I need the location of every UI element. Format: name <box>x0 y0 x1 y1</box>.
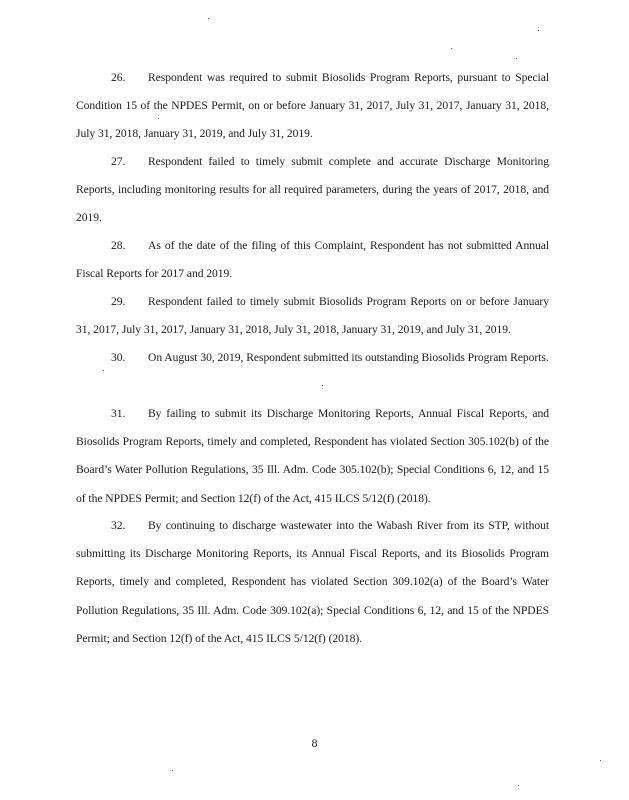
paragraph-32 <box>76 512 549 653</box>
paragraph-number: 29. <box>111 295 126 308</box>
paragraph-number: 30. <box>111 351 126 364</box>
paragraph-27 <box>76 148 549 233</box>
paragraph-29 <box>76 288 549 344</box>
scan-speck <box>516 58 517 59</box>
paragraph-text: Respondent was required to submit Biosolids Program Reports, pursuant to Special Condition 15 of the NPDES Permit, on or before January 31, 2017, July 31, 2017, January 31, 2018, July 31, 2018, January 31, 2019, and July 31, 2019. <box>76 71 549 141</box>
page-number: 8 <box>311 736 318 750</box>
paragraph-30 <box>76 344 549 372</box>
scan-speck <box>103 370 104 371</box>
paragraph-text: By failing to submit its Discharge Monitoring Reports, Annual Fiscal Reports, and Biosolids Program Reports, timely and completed, Respondent has violated Section 305.102(b) of the Board’s Water Pollution Regulations, 35 Ill. Adm. Code 305.102(b); Special Conditions 6, 12, and 15 of the NPDES Permit; and Section 12(f) of the Act, 415 ILCS 5/12(f) (2018). <box>76 407 549 505</box>
scan-speck <box>538 30 539 31</box>
paragraph-31 <box>76 400 549 513</box>
paragraph-text: Respondent failed to timely submit complete and accurate Discharge Monitoring Reports, including monitoring results for all required parameters, during the years of 2017, 2018, and 2019. <box>76 155 549 225</box>
paragraph-number: 32. <box>111 519 126 532</box>
paragraph-number: 31. <box>111 407 126 420</box>
scan-speck <box>208 18 209 19</box>
paragraph-text: Respondent failed to timely submit Biosolids Program Reports on or before January 31, 2017, July 31, 2017, January 31, 2018, July 31, 2018, January 31, 2019, and July 31, 2019. <box>76 295 549 337</box>
paragraph-text: By continuing to discharge wastewater into the Wabash River from its STP, without submitting its Discharge Monitoring Reports, its Annual Fiscal Reports, and its Biosolids Program Reports, timely and completed, Respondent has violated Section 309.102(a) of the Board’s Water Pollution Regulations, 35 Ill. Adm. Code 309.102(a); Special Conditions 6, 12, and 15 of the NPDES Permit; and Section 12(f) of the Act, 415 ILCS 5/12(f) (2018). <box>76 519 549 645</box>
scan-speck <box>600 760 601 761</box>
paragraph-text: As of the date of the filing of this Complaint, Respondent has not submitted Annual Fiscal Reports for 2017 and 2019. <box>76 239 549 281</box>
scan-speck <box>158 118 159 119</box>
paragraph-26 <box>76 64 549 149</box>
scan-speck <box>322 385 323 386</box>
paragraph-number: 27. <box>111 155 126 168</box>
paragraph-number: 28. <box>111 239 126 252</box>
paragraph-28 <box>76 232 549 288</box>
scan-speck <box>172 770 173 771</box>
paragraph-number: 26. <box>111 71 126 84</box>
scan-speck <box>451 48 452 49</box>
paragraph-text: On August 30, 2019, Respondent submitted its outstanding Biosolids Program Reports. <box>148 351 549 364</box>
scan-speck <box>518 785 519 786</box>
